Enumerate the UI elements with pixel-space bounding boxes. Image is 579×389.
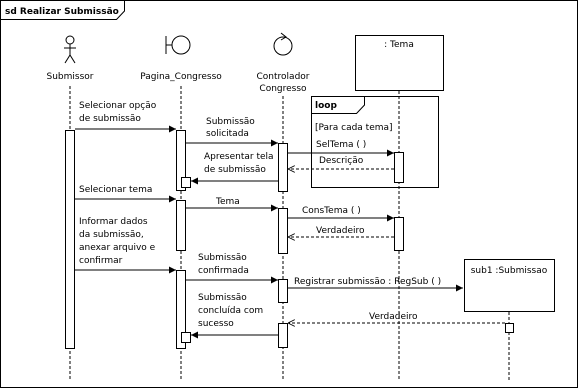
object-label-submissao: sub1 :Submissao xyxy=(470,266,548,276)
message-label-submissao-confirmada-l2: confirmada xyxy=(198,266,249,276)
lifeline-label-submissor: Submissor xyxy=(46,72,94,82)
message-label-informar-dados-l2: da submissão, xyxy=(79,230,144,240)
message-label-tema: Tema xyxy=(216,197,240,207)
loop-guard: [Para cada tema] xyxy=(315,123,393,133)
message-label-informar-dados-l3: anexar arquivo e xyxy=(79,243,156,253)
message-label-verdadeiro-1: Verdadeiro xyxy=(316,226,365,236)
message-label-verdadeiro-2: Verdadeiro xyxy=(369,312,418,322)
activation-controlador-2 xyxy=(279,209,288,254)
message-label-submissao-confirmada-l1: Submissão xyxy=(198,253,247,263)
message-label-selecionar-tema: Selecionar tema xyxy=(79,185,153,195)
activation-pagina-2 xyxy=(177,201,186,251)
message-label-informar-dados-l1: Informar dados xyxy=(79,217,148,227)
object-label-tema: : Tema xyxy=(384,40,414,50)
activation-submissor xyxy=(66,131,75,349)
message-label-descricao: Descrição xyxy=(319,156,364,166)
lifeline-label-controlador-line1: Controlador xyxy=(256,72,310,82)
activation-pagina-1-nested xyxy=(182,178,191,188)
message-label-selecionar-opcao-l2: de submissão xyxy=(79,114,141,124)
activation-controlador-1 xyxy=(279,144,288,192)
message-label-constema: ConsTema ( ) xyxy=(302,206,361,216)
message-label-submissao-concluida-l2: concluída com xyxy=(198,306,264,316)
message-label-submissao-solicitada-l2: solicitada xyxy=(206,129,249,139)
lifeline-label-pagina: Pagina_Congresso xyxy=(140,72,222,82)
message-label-apresentar-tela-l2: de submissão xyxy=(204,165,266,175)
activation-controlador-4 xyxy=(279,324,288,348)
message-label-seltema: SelTema ( ) xyxy=(316,140,367,150)
message-label-submissao-solicitada-l1: Submissão xyxy=(206,117,255,127)
lifeline-label-controlador-line2: Congresso xyxy=(259,84,307,94)
frame-title: sd Realizar Submissão xyxy=(5,7,119,17)
message-label-apresentar-tela-l1: Apresentar tela xyxy=(204,152,274,162)
message-label-informar-dados-l4: confirmar xyxy=(79,256,123,266)
activation-tema-2 xyxy=(395,218,404,251)
message-label-registrar-submissao: Registrar submissão : RegSub ( ) xyxy=(294,277,442,287)
activation-submissao xyxy=(506,324,514,333)
activation-pagina-3-nested xyxy=(182,333,191,343)
message-label-submissao-concluida-l1: Submissão xyxy=(198,293,247,303)
activation-controlador-3 xyxy=(279,280,288,303)
activation-tema-1 xyxy=(395,153,404,183)
message-label-selecionar-opcao-l1: Selecionar opção xyxy=(79,101,157,111)
loop-operator-label: loop xyxy=(315,101,337,111)
message-label-submissao-concluida-l3: sucesso xyxy=(198,319,234,329)
